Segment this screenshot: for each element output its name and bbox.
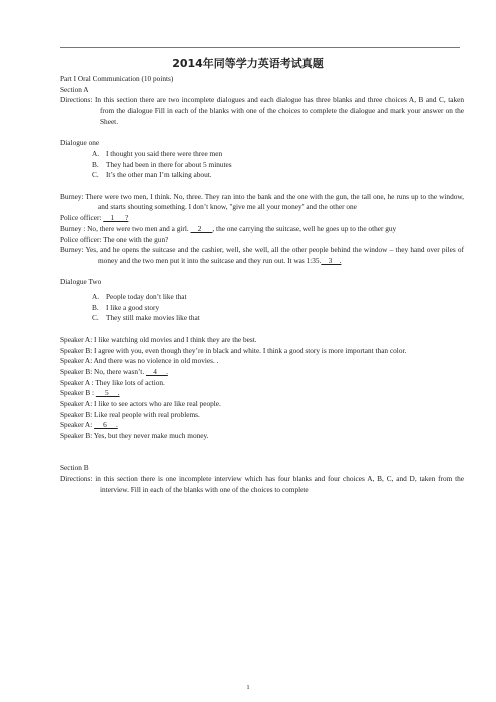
dialogue-line: Burney: Yes, and he opens the suitcase and the cashier, well, she well, all the other people behind the window – they hand over piles of money and the two men put it into the suitcase and they run out. It was 1:35. 3 . [60, 245, 464, 265]
option-item: C. They still make movies like that [92, 313, 200, 323]
dialogue-line: Speaker A: And there was no violence in old movies. . [60, 356, 219, 366]
part-heading: Part I Oral Communication (10 points) [60, 74, 174, 83]
dialogue-line: Speaker B: No, there wasn’t. 4 . [60, 366, 168, 376]
answer-blank-3[interactable]: 3 . [321, 255, 342, 265]
answer-blank-5[interactable]: 5 . [95, 388, 120, 398]
option-item: A. People today don’t like that [92, 292, 187, 302]
directions-b: Directions: in this section there is one incomplete interview which has four blanks and four choices A, B, C, and D, taken from the interview. Fill in each of the blanks with one of the choices to complete [60, 473, 464, 494]
section-a-heading: Section A [60, 84, 89, 94]
dialogue-line: Police officer: 1 ? [60, 213, 129, 223]
answer-blank-4[interactable]: 4 . [146, 366, 168, 376]
dialogue-line: Police officer: The one with the gun? [60, 234, 169, 244]
dialogue-two-heading: Dialogue Two [60, 277, 102, 287]
dialogue-line: Speaker B: Yes, but they never make much money. [60, 431, 209, 441]
option-item: A. I thought you said there were three men [92, 148, 223, 158]
option-item: B. They had been in there for about 5 minutes [92, 159, 232, 169]
page-number: 1 [246, 684, 250, 691]
dialogue-line: Burney : No, there were two men and a girl. 2 , the one carrying the suitcase, well he goes up to the other guy [60, 223, 397, 233]
dialogue-one-heading: Dialogue one [60, 138, 100, 148]
directions-a: Directions: In this section there are two incomplete dialogues and each dialogue has three blanks and three choices A, B and C, taken from the dialogue Fill in each of the blanks with one of the choices to complete the dialogue and mark your answer on the Sheet. [60, 95, 464, 126]
dialogue-line: Speaker A : They like lots of action. [60, 377, 165, 387]
dialogue-line: Speaker A: I like to see actors who are like real people. [60, 399, 221, 409]
document-body [60, 74, 464, 495]
answer-blank-6[interactable]: 6 . [94, 420, 118, 430]
dialogue-line: Speaker B: I agree with you, even though they’re in black and white. I think a good story is more important than color. [60, 345, 407, 355]
answer-blank-1[interactable]: 1 ? [103, 213, 129, 223]
dialogue-line: Speaker A: 6 . [60, 420, 118, 430]
section-b-heading: Section B [60, 463, 89, 473]
answer-blank-2[interactable]: 2 [190, 223, 213, 233]
dialogue-line: Speaker A: I like watching old movies and I think they are the best. [60, 334, 257, 344]
dialogue-line: Speaker B : 5 . [60, 388, 120, 398]
header-rule [60, 47, 460, 48]
page-title: 2014年同等学力英语考试真题 [172, 57, 324, 70]
option-item: C. It’s the other man I’m talking about. [92, 170, 212, 180]
option-item: B. I like a good story [92, 302, 160, 312]
dialogue-line: Burney: There were two men, I think. No, three. They ran into the bank and the one with the gun, the tall one, he runs up to the window, and starts shouting something. I don’t know, "give me all your money" and the other one [60, 191, 464, 212]
dialogue-line: Speaker B: Like real people with real problems. [60, 409, 200, 419]
